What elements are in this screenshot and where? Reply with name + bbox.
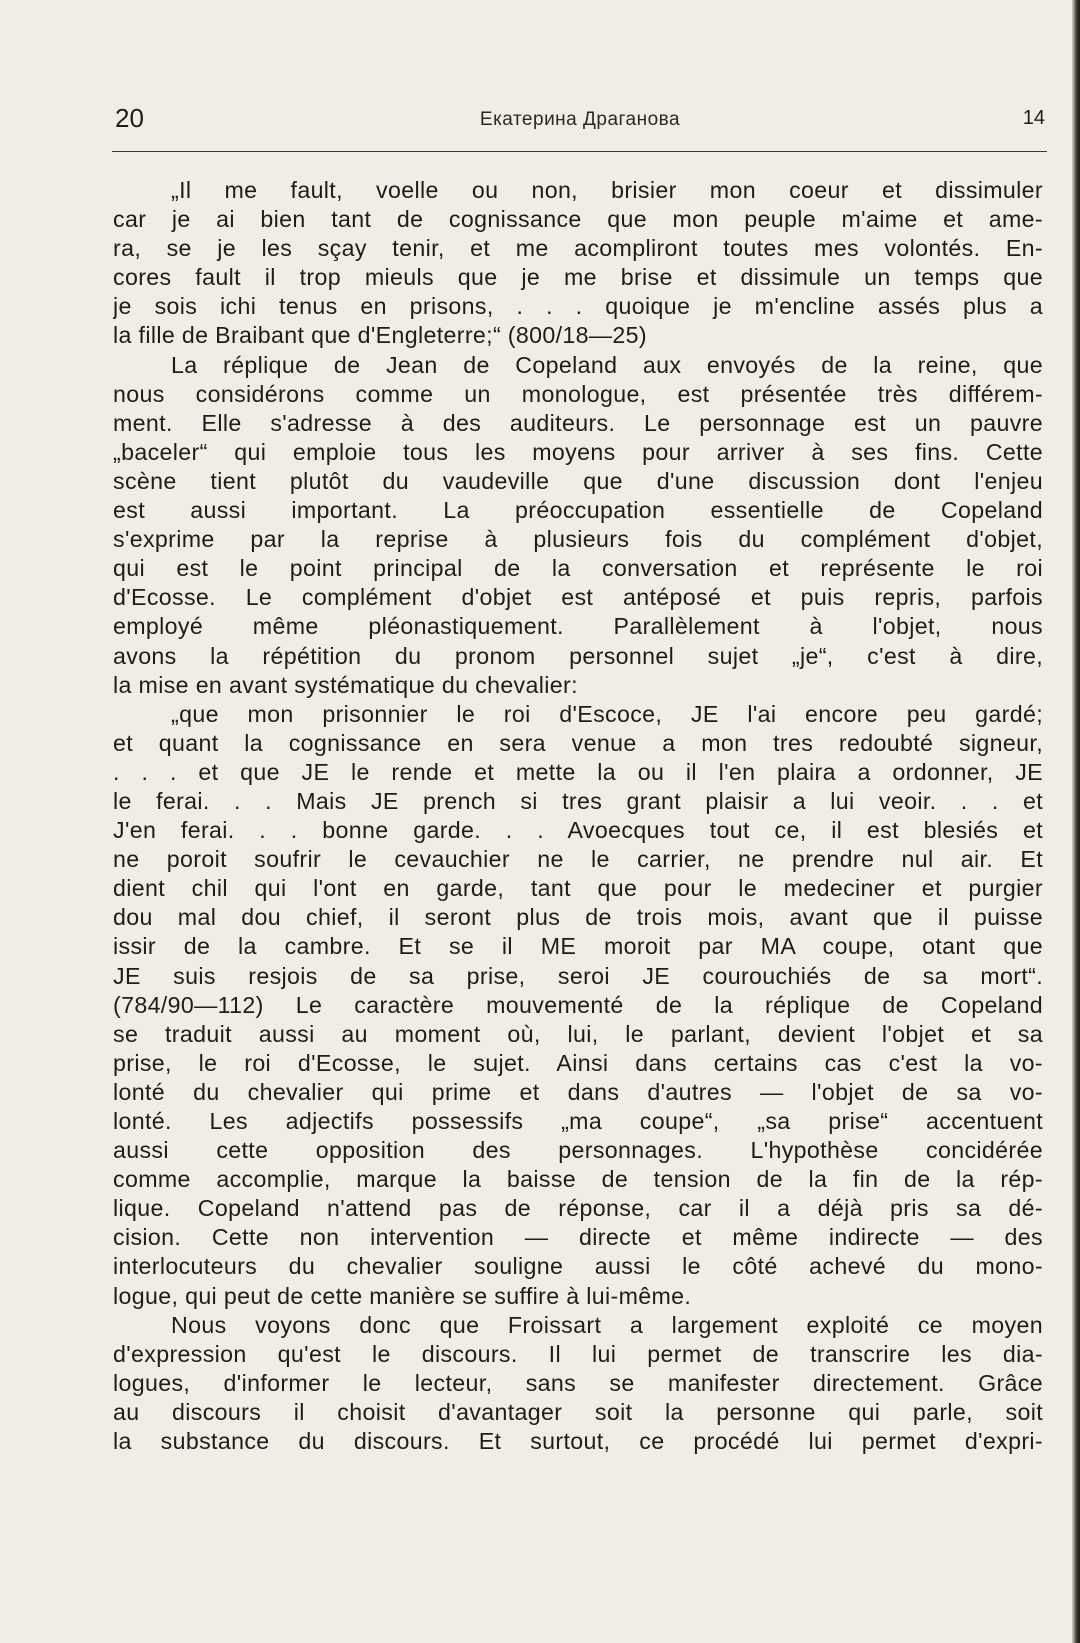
text-line: se traduit aussi au moment où, lui, le parlant, devient l'objet et sa xyxy=(113,1020,1043,1047)
text-line: JE suis resjois de sa prise, seroi JE courouchiés de sa mort“. xyxy=(113,962,1043,989)
text-line: la mise en avant systématique du chevalier: xyxy=(113,671,578,698)
text-line: au discours il choisit d'avantager soit la personne qui parle, soit xyxy=(113,1398,1043,1425)
text-line: prise, le roi d'Ecosse, le sujet. Ainsi dans certains cas c'est la vo- xyxy=(113,1049,1043,1076)
text-line: logues, d'informer le lecteur, sans se manifester directement. Grâce xyxy=(113,1369,1043,1396)
text-line: qui est le point principal de la conversation et représente le roi xyxy=(113,555,1043,582)
text-line: je sois ichi tenus en prisons, . . . quoique je m'encline assés plus a xyxy=(113,293,1043,320)
page-edge xyxy=(1072,0,1080,1643)
text-line: . . . et que JE le rende et mette la ou il l'en plaira a ordonner, JE xyxy=(113,758,1043,785)
text-line: d'Ecosse. Le complément d'objet est antéposé et puis repris, parfois xyxy=(113,584,1043,611)
text-line: J'en ferai. . . bonne garde. . . Avoecques tout ce, il est blesiés et xyxy=(113,817,1043,844)
signature-mark: 14 xyxy=(1022,107,1045,129)
running-head-author: Екатерина Драганова xyxy=(479,109,681,130)
text-line: lique. Copeland n'attend pas de réponse, car il a déjà pris sa dé- xyxy=(113,1195,1043,1222)
text-line: comme accomplie, marque la baisse de tension de la fin de la rép- xyxy=(113,1166,1043,1193)
text-line: ra, se je les sçay tenir, et me acompliront toutes mes volontés. En- xyxy=(113,235,1043,262)
text-line: cores fault il trop mieuls que je me brise et dissimule un temps que xyxy=(113,264,1043,291)
text-line: scène tient plutôt du vaudeville que d'une discussion dont l'enjeu xyxy=(113,467,1043,494)
text-line: le ferai. . . Mais JE prench si tres grant plaisir a lui veoir. . . et xyxy=(113,787,1043,814)
running-header xyxy=(115,103,1045,139)
text-line: „Il me fault, voelle ou non, brisier mon coeur et dissimuler xyxy=(171,177,1043,203)
text-line: est aussi important. La préoccupation essentielle de Copeland xyxy=(113,497,1043,524)
text-line: lonté du chevalier qui prime et dans d'autres — l'objet de sa vo- xyxy=(113,1078,1043,1105)
text-line: ment. Elle s'adresse à des auditeurs. Le personnage est un pauvre xyxy=(113,409,1043,436)
text-line: dou mal dou chief, il seront plus de trois mois, avant que il puisse xyxy=(113,904,1043,931)
text-line: employé même pléonastiquement. Parallèlement à l'objet, nous xyxy=(113,613,1043,640)
text-line: ne poroit soufrir le cevauchier ne le carrier, ne prendre nul air. Et xyxy=(113,846,1043,873)
text-line: et quant la cognissance en sera venue a mon tres redoubté signeur, xyxy=(113,729,1043,756)
text-line: interlocuteurs du chevalier souligne aussi le côté achevé du mono- xyxy=(113,1253,1043,1280)
text-line: aussi cette opposition des personnages. L'hypothèse concidérée xyxy=(113,1137,1043,1164)
text-line: la fille de Braibant que d'Engleterre;“ (800/18—25) xyxy=(113,322,647,349)
text-line: „baceler“ qui emploie tous les moyens pour arriver à ses fins. Cette xyxy=(113,438,1043,465)
text-line: (784/90—112) Le caractère mouvementé de la réplique de Copeland xyxy=(113,991,1043,1018)
text-line: nous considérons comme un monologue, est présentée très différem- xyxy=(113,380,1043,407)
text-line: „que mon prisonnier le roi d'Escoce, JE l'ai encore peu gardé; xyxy=(171,700,1043,727)
text-line: Nous voyons donc que Froissart a largement exploité ce moyen xyxy=(171,1311,1043,1338)
text-line: logue, qui peut de cette manière se suffire à lui-même. xyxy=(113,1282,692,1309)
text-line: issir de la cambre. Et se il ME moroit par MA coupe, otant que xyxy=(113,933,1043,960)
text-line: car je ai bien tant de cognissance que mon peuple m'aime et ame- xyxy=(113,206,1043,233)
text-line: La réplique de Jean de Copeland aux envoyés de la reine, que xyxy=(171,351,1043,378)
text-line: avons la répétition du pronom personnel sujet „je“, c'est à dire, xyxy=(113,642,1043,669)
page-number: 20 xyxy=(115,103,144,133)
text-line: cision. Cette non intervention — directe et même indirecte — des xyxy=(113,1224,1043,1251)
text-line: la substance du discours. Et surtout, ce procédé lui permet d'expri- xyxy=(113,1428,1043,1455)
text-line: s'exprime par la reprise à plusieurs fois du complément d'objet, xyxy=(113,526,1043,553)
text-line: d'expression qu'est le discours. Il lui permet de transcrire les dia- xyxy=(113,1340,1043,1367)
text-line: dient chil qui l'ont en garde, tant que pour le medeciner et purgier xyxy=(113,875,1043,902)
body-text xyxy=(113,176,1043,1456)
header-rule xyxy=(112,151,1047,152)
text-line: lonté. Les adjectifs possessifs „ma coupe“, „sa prise“ accentuent xyxy=(113,1108,1043,1134)
